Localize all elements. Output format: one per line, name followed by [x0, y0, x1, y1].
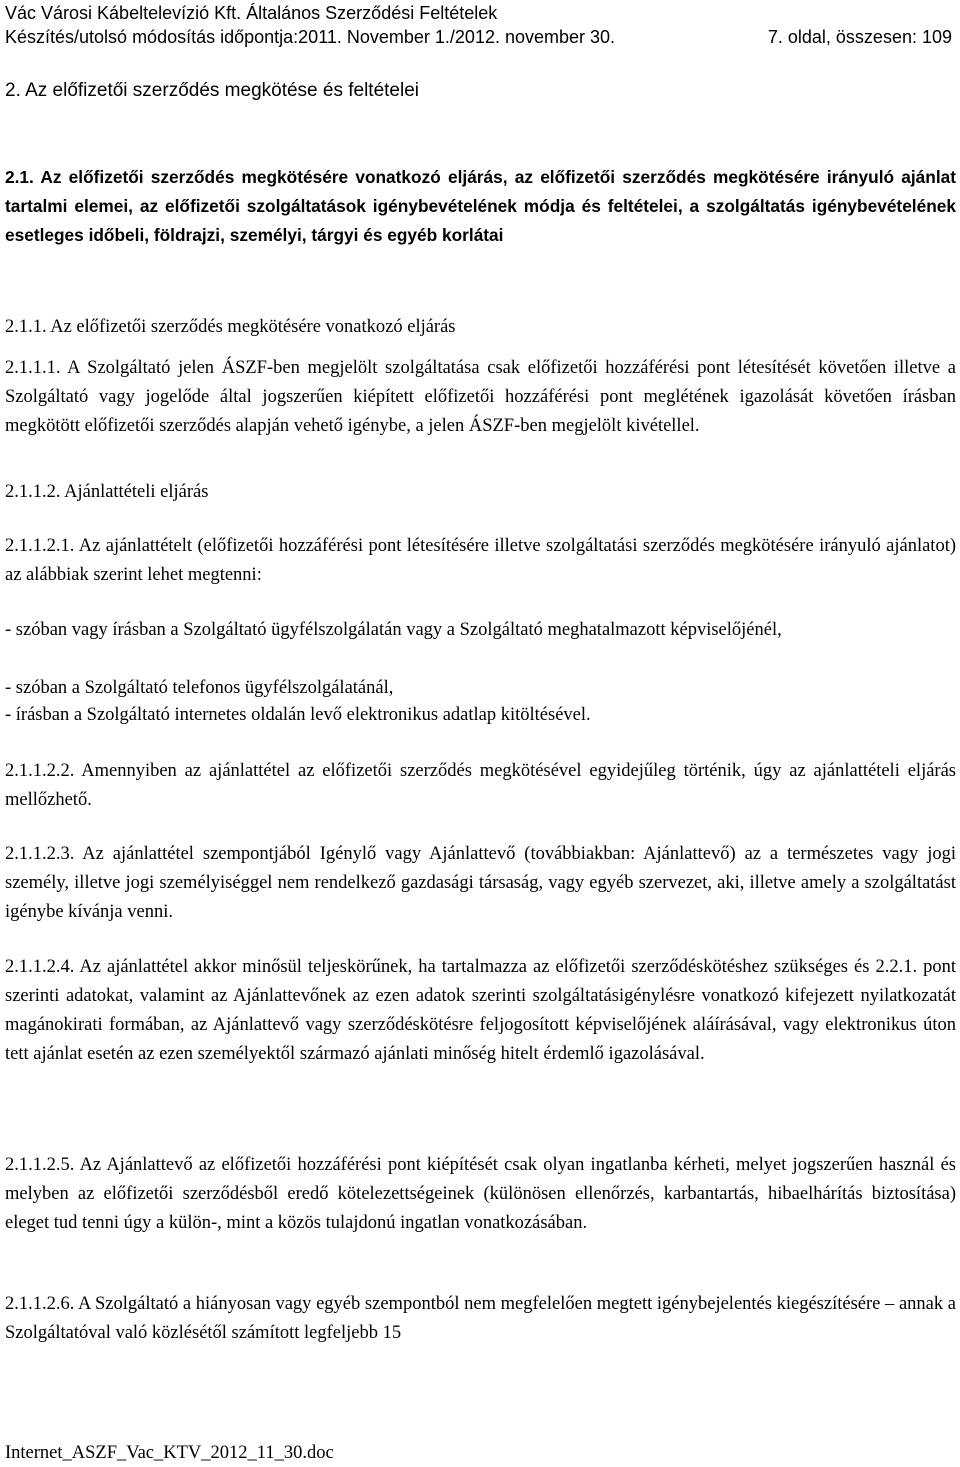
heading-2-1-1-2: 2.1.1.2. Ajánlattételi eljárás: [5, 482, 209, 502]
paragraph-2-1-1-2-4: 2.1.1.2.4. Az ajánlattétel akkor minősül teljeskörűnek, ha tartalmazza az előfizetői szerződéskötéshez szükséges és 2.2.1. pont szerinti adatokat, valamint az Ajánlattevőnek az ezen adatok szerinti szolgáltatásigénylésre vonatkozó kifejezett nyilatkozatát magánokirati formában, az Ajánlattevő vagy szerződéskötésre feljogosított képviselőjének aláírásával, vagy elektronikus úton tett ajánlat esetén az ezen személyektől származó ajánlati minőség hitelt érdemlő igazolásával.: [5, 957, 956, 1064]
heading-2-1-1: 2.1.1. Az előfizetői szerződés megkötésére vonatkozó eljárás: [5, 317, 456, 337]
paragraph-2-1-1-2-5: 2.1.1.2.5. Az Ajánlattevő az előfizetői hozzáférési pont kiépítését csak olyan ingatlanba kérheti, melyet jogszerűen használ és melyben az előfizetői szerződésből eredő kötelezettségeinek (különösen ellenőrzés, karbantartás, hibaelhárítás biztosítása) eleget tud tenni úgy a külön-, mint a közös tulajdonú ingatlan vonatkozásában.: [5, 1155, 956, 1233]
paragraph-2-1-1-2-3: 2.1.1.2.3. Az ajánlattétel szempontjából Igénylő vagy Ajánlattevő (továbbiakban: Ajánlattevő) az a természetes vagy jogi személy, illetve jogi személyiséggel nem rendelkező gazdasági társaság, vagy egyéb szervezet, aki, illetve amely a szolgáltatást igénybe kívánja venni.: [5, 844, 956, 922]
footer-filename: Internet_ASZF_Vac_KTV_2012_11_30.doc: [5, 1443, 334, 1463]
header-date-line: Készítés/utolsó módosítás időpontja:2011. November 1./2012. november 30.: [5, 27, 616, 47]
subsection-title: 2.1. Az előfizetői szerződés megkötésére vonatkozó eljárás, az előfizetői szerződés megkötésére irányuló ajánlat tartalmi elemei, az előfizetői szolgáltatások igénybevételének módja és feltételei, a szolgáltatás igénybevételének esetleges időbeli, földrajzi, személyi, tárgyi és egyéb korlátai: [5, 167, 956, 245]
header-page-number: 7. oldal, összesen: 109: [767, 27, 952, 47]
list-item: - írásban a Szolgáltató internetes oldalán levő elektronikus adatlap kitöltésével.: [5, 705, 591, 725]
paragraph-2-1-1-2-2: 2.1.1.2.2. Amennyiben az ajánlattétel az előfizetői szerződés megkötésével egyidejűleg történik, úgy az ajánlattételi eljárás mellőzhető.: [5, 761, 956, 810]
paragraph-2-1-1-2-1: 2.1.1.2.1. Az ajánlattételt (előfizetői hozzáférési pont létesítésére illetve szolgáltatási szerződés megkötésére irányuló ajánlatot) az alábbiak szerint lehet megtenni:: [5, 536, 956, 585]
paragraph-2-1-1-2-6: 2.1.1.2.6. A Szolgáltató a hiányosan vagy egyéb szempontból nem megfelelően megtett igénybejelentés kiegészítésére – annak a Szolgáltatóval való közlésétől számított legfeljebb 15: [5, 1294, 956, 1343]
header-company-title: Vác Városi Kábeltelevízió Kft. Általános Szerződési Feltételek: [5, 3, 498, 23]
paragraph-2-1-1-1: 2.1.1.1. A Szolgáltató jelen ÁSZF-ben megjelölt szolgáltatása csak előfizetői hozzáférési pont létesítését követően illetve a Szolgáltató vagy jogelőde által jogszerűen kiépített előfizetői hozzáférési pont meglétének igazolását követően írásban megkötött előfizetői szerződés alapján vehető igénybe, a jelen ÁSZF-ben megjelölt kivétellel.: [5, 358, 956, 436]
section-title: 2. Az előfizetői szerződés megkötése és feltételei: [5, 80, 420, 101]
list-item: - szóban a Szolgáltató telefonos ügyfélszolgálatánál,: [5, 678, 394, 698]
list-item: - szóban vagy írásban a Szolgáltató ügyfélszolgálatán vagy a Szolgáltató meghatalmazott képviselőjénél,: [5, 620, 782, 640]
